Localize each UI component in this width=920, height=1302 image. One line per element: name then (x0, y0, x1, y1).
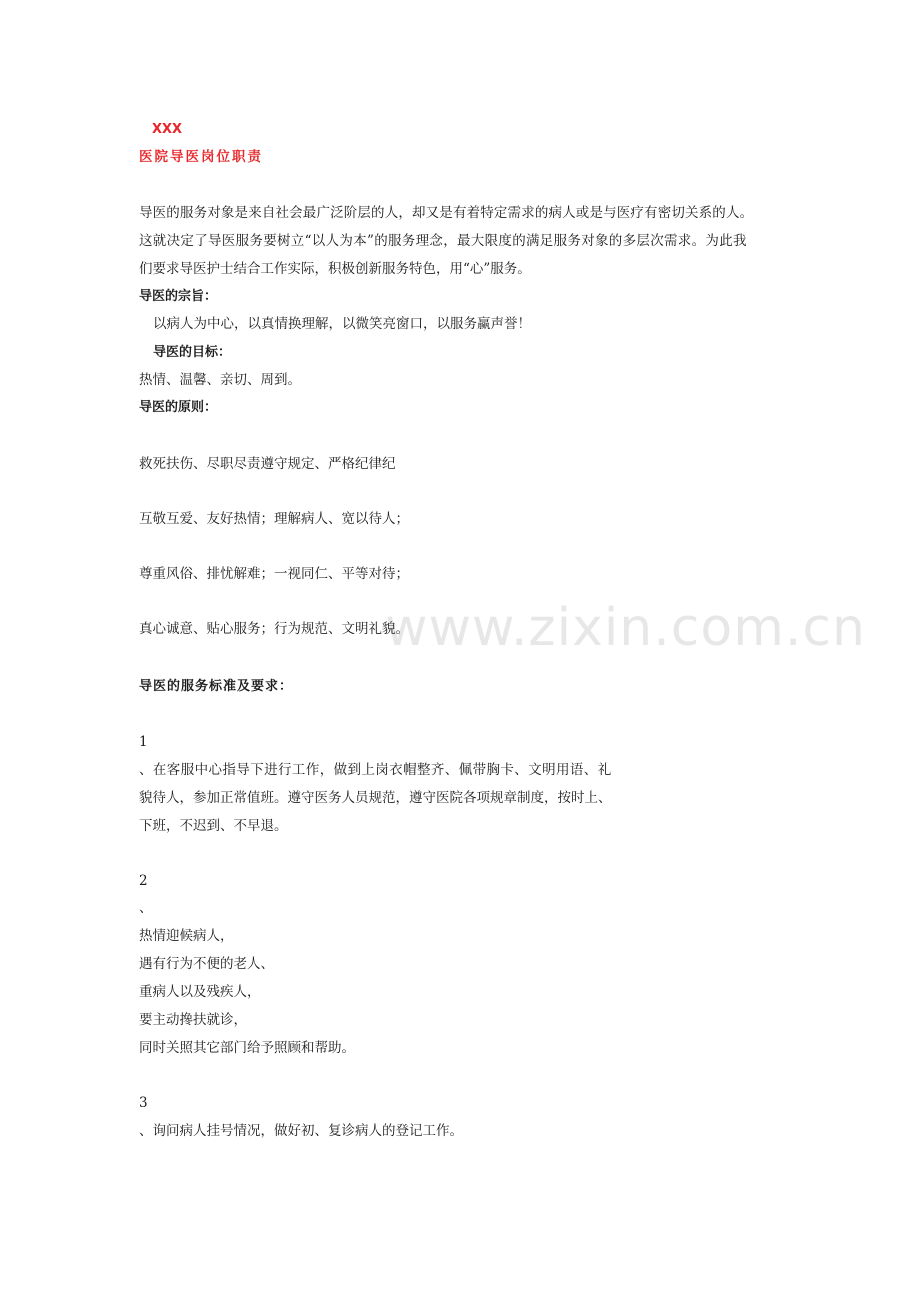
watermark: www.zixin.com.cn (385, 598, 866, 658)
intro-line-1: 导医的服务对象是来自社会最广泛阶层的人，却又是有着特定需求的病人或是与医疗有密切关系的人。 (139, 205, 754, 221)
item-3-number: 3 (139, 1095, 148, 1111)
item-2-line: 要主动搀扶就诊， (139, 1012, 247, 1028)
goal-text: 热情、温馨、亲切、周到。 (139, 372, 301, 388)
item-2-line: 热情迎候病人， (139, 928, 234, 944)
principle-item: 尊重风俗、排忧解难；一视同仁、平等对待； (139, 566, 409, 582)
company-placeholder: XXX (152, 122, 183, 137)
purpose-heading: 导医的宗旨： (139, 289, 218, 304)
item-2-line: 遇有行为不便的老人、 (139, 956, 274, 972)
document-title: 医院导医岗位职责 (139, 149, 263, 165)
item-1-line: 、在客服中心指导下进行工作，做到上岗衣帽整齐、佩带胸卡、文明用语、礼 (139, 762, 612, 778)
purpose-text: 以病人为中心，以真情换理解，以微笑亮窗口，以服务赢声誉！ (153, 316, 531, 332)
principle-item: 真心诚意、贴心服务；行为规范、文明礼貌。 (139, 621, 409, 637)
principles-heading: 导医的原则： (139, 400, 218, 415)
item-1-number: 1 (139, 734, 148, 750)
item-1-line: 貌待人，参加正常值班。遵守医务人员规范，遵守医院各项规章制度，按时上、 (139, 790, 612, 806)
item-2-line: 重病人以及残疾人， (139, 984, 261, 1000)
item-2-line: 、 (139, 900, 153, 916)
goal-heading: 导医的目标： (153, 345, 232, 360)
intro-line-3: 们要求导医护士结合工作实际，积极创新服务特色，用“心”服务。 (139, 261, 531, 277)
item-2-number: 2 (139, 873, 148, 889)
item-3-line: 、询问病人挂号情况，做好初、复诊病人的登记工作。 (139, 1123, 463, 1139)
item-1-line: 下班，不迟到、不早退。 (139, 818, 288, 834)
intro-line-2: 这就决定了导医服务要树立“以人为本”的服务理念，最大限度的满足服务对象的多层次需求。为此我 (139, 233, 747, 249)
standards-heading: 导医的服务标准及要求： (139, 679, 294, 694)
principle-item: 互敬互爱、友好热情；理解病人、宽以待人； (139, 511, 409, 527)
principle-item: 救死扶伤、尽职尽责遵守规定、严格纪律纪 (139, 456, 396, 472)
item-2-line: 同时关照其它部门给予照顾和帮助。 (139, 1040, 355, 1056)
